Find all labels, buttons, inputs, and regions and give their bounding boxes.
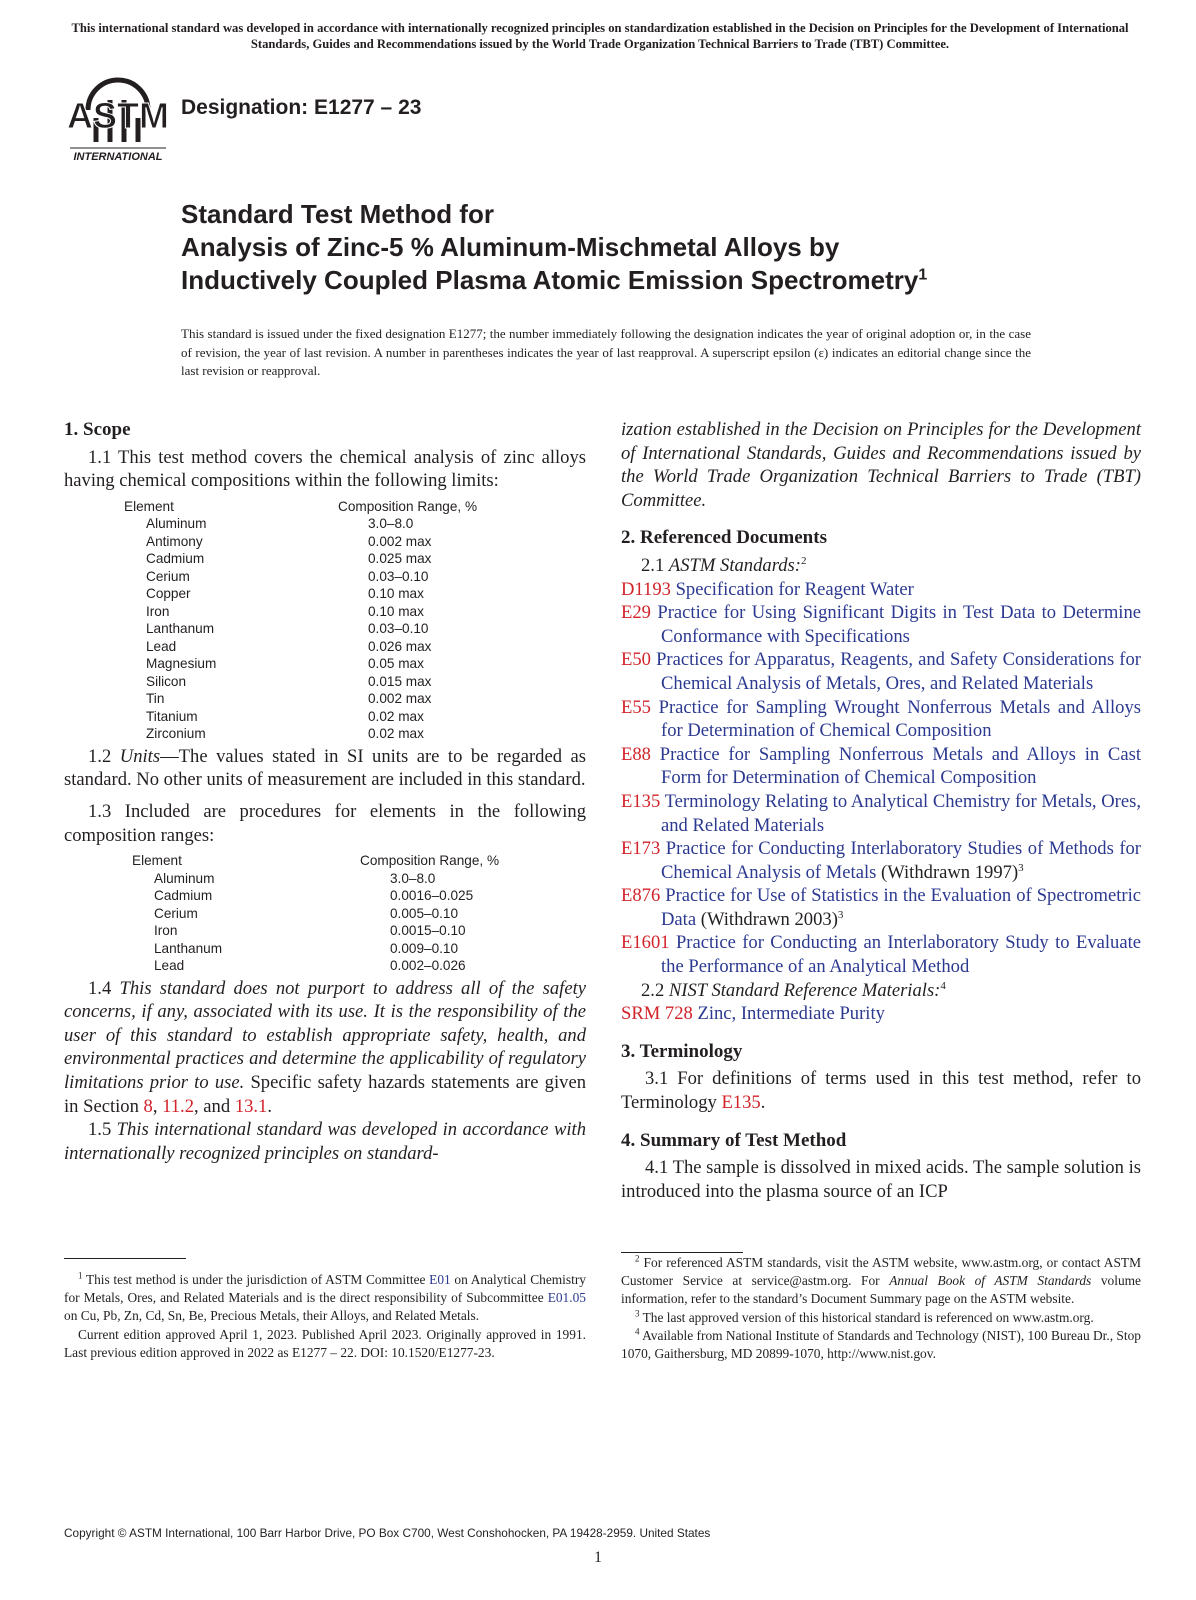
reference-code[interactable]: E173 [621,838,661,860]
range-cell: 0.10 max [368,586,424,602]
left-column [64,418,586,1165]
e135-link[interactable]: E135 [721,1092,761,1114]
range-cell: 0.026 max [368,638,432,654]
para-1-2: 1.2 Units—The values stated in SI units are to be regarded as standard. No other units of measurement are included in this standard. [64,745,587,791]
reference-title[interactable]: Practices for Apparatus, Reagents, and Safety Considerations for Chemical Analysis of Metals, Ores, and Related Materials [656,649,1141,694]
reference-item[interactable] [621,743,1141,790]
table-row [64,673,477,691]
reference-title[interactable]: Practice for Conducting Interlaboratory Studies of Methods for Chemical Analysis of Metals [661,838,1142,883]
table2-col-range: Composition Range, % [360,853,500,869]
subsection-2-1: 2.1 ASTM Standards:$^2$ [641,554,807,576]
table-row [64,940,499,958]
reference-code[interactable]: E1601 [621,932,670,954]
reference-code[interactable]: E50 [621,649,651,671]
reference-code[interactable]: E88 [621,743,651,765]
reference-title[interactable]: Specification for Reagent Water [675,578,914,600]
table-row [64,620,477,638]
element-cell: Cadmium [154,888,213,904]
left-footnote-rule [64,1258,186,1259]
range-cell: 0.005–0.10 [390,905,459,921]
table1-col-range: Composition Range, % [338,498,478,514]
table-row [64,603,477,621]
element-cell: Lanthanum [146,621,215,637]
reference-note: (Withdrawn 1997) [881,861,1019,883]
reference-code[interactable]: E55 [621,696,651,718]
para-3-1: 3.1 For definitions of terms used in this test method, refer to Terminology E135. [621,1068,1141,1114]
reference-code[interactable]: E876 [621,885,661,907]
title-line-3: Inductively Coupled Plasma Atomic Emission Spectrometry [181,265,919,295]
table-row [64,725,477,743]
procedure-ranges-table [64,852,499,975]
range-cell: 0.10 max [368,603,424,619]
para-4-1: 4.1 The sample is dissolved in mixed acids. The sample solution is introduced into the plasma source of an ICP [621,1157,1141,1202]
range-cell: 0.015 max [368,673,432,689]
section-2-heading: 2. Referenced Documents [621,527,827,549]
range-cell: 3.0–8.0 [368,516,414,532]
element-cell: Zirconium [146,726,206,742]
designation: Designation: E1277 – 23 [181,96,422,119]
table2-col-element: Element [132,853,182,869]
reference-title[interactable]: Practice for Use of Statistics in the Evaluation of Spectrometric Data [661,885,1141,930]
reference-title[interactable]: Practice for Sampling Wrought Nonferrous Metals and Alloys for Determination of Chemical Composition [658,696,1141,742]
reference-list [621,578,1141,979]
reference-code[interactable]: E135 [621,790,661,812]
section-8-link[interactable]: 8 [143,1095,153,1117]
footnote-3: $^3$ The last approved version of this historical standard is referenced on www.astm.org. [635,1308,1094,1325]
element-cell: Silicon [146,673,187,689]
section-3-heading: 3. Terminology [621,1040,743,1062]
svg-text:ASTM: ASTM [67,95,169,136]
table-row [64,887,499,905]
footnote-2: $^2$ For referenced ASTM standards, visit the ASTM website, www.astm.org, or contact ASTM Customer Service at service@astm.org. For Annual Book of ASTM Standards volume information, refer to the standard’s Document Summary page on the ASTM website. [621,1253,1141,1307]
table-row [64,533,477,551]
element-cell: Tin [146,691,165,707]
table-row [64,568,477,586]
range-cell: 0.009–0.10 [390,940,459,956]
reference-note: (Withdrawn 2003) [700,908,838,930]
element-cell: Iron [154,923,178,939]
para-1-3: 1.3 Included are procedures for elements in the following composition ranges: [64,800,586,846]
reference-item[interactable] [621,884,1141,931]
table1-col-element: Element [124,498,174,514]
section-4-heading: 4. Summary of Test Method [621,1129,847,1151]
element-cell: Lead [154,958,185,974]
footnote-mark: 3 [1018,861,1024,874]
section-13-1-link[interactable]: 13.1 [234,1095,268,1117]
section-1-heading: 1. Scope [64,419,131,440]
range-cell: 0.03–0.10 [368,568,429,584]
reference-item[interactable] [621,931,1141,978]
range-cell: 0.0015–0.10 [390,923,466,939]
range-cell: 3.0–8.0 [390,870,436,886]
range-cell: 0.002 max [368,533,432,549]
reference-title[interactable]: Practice for Sampling Nonferrous Metals and Alloys in Cast Form for Determination of Chemical Composition [659,743,1141,789]
top-notice: This international standard was developed in accordance with internationally recognized principles on standardization established in the Decision on Principles for the Development of International Standards, Guides and Recommendations issued by the World Trade Organization Technical Barriers to Trade (TBT) Committee. [71,21,1129,51]
issue-note: This standard is issued under the fixed designation E1277; the number immediately following the designation indicates the year of original adoption or, in the case of revision, the year of last revision. A number in parentheses indicates the year of last reapproval. A superscript epsilon (ε) indicates an editorial change since the last revision or reapproval. [181,326,1031,378]
table-row [64,708,477,726]
table-row [64,638,477,656]
footnote-4: $^4$ Available from National Institute of Standards and Technology (NIST), 100 Bureau Dr., Stop 1070, Gaithersburg, MD 20899-1070, http://www.nist.gov. [621,1326,1141,1362]
srm-reference[interactable]: SRM 728 Zinc, Intermediate Purity [621,1003,885,1025]
table-row [64,690,477,708]
reference-code[interactable]: E29 [621,602,651,624]
title-line-1: Standard Test Method for [181,199,494,229]
table-row [64,957,499,975]
reference-title[interactable]: Practice for Using Significant Digits in Test Data to Determine Conformance with Specifications [657,602,1141,647]
title-line-2: Analysis of Zinc-5 % Aluminum-Mischmetal Alloys by [181,232,840,262]
range-cell: 0.002 max [368,691,432,707]
logo-text: INTERNATIONAL [73,151,163,163]
section-11-2-link[interactable]: 11.2 [162,1095,194,1117]
e01-link[interactable]: E01 [429,1272,451,1287]
reference-item[interactable] [621,648,1141,695]
reference-title[interactable]: Practice for Conducting an Interlaboratory Study to Evaluate the Performance of an Analytical Method [661,932,1141,978]
element-cell: Lead [146,638,177,654]
element-cell: Cerium [154,905,198,921]
footnote-mark: 3 [837,908,844,921]
document-title [181,198,1141,297]
range-cell: 0.002–0.026 [390,958,466,974]
footnote-1-current-edition: Current edition approved April 1, 2023. Published April 2023. Originally approved in 1991. Last previous edition approved in 2022 as E1277 – 22. DOI: 10.1520/E1277-23. [64,1326,586,1360]
range-cell: 0.0016–0.025 [390,888,474,904]
reference-item[interactable] [621,696,1141,743]
table-row [64,655,477,673]
table-row [64,585,477,603]
reference-title[interactable]: Terminology Relating to Analytical Chemistry for Metals, Ores, and Related Materials [661,790,1141,836]
reference-item[interactable] [621,578,1141,602]
table-row [64,550,477,568]
reference-code[interactable]: D1193 [621,578,671,600]
e01-05-link[interactable]: E01.05 [547,1290,586,1306]
page-number: 1 [594,1549,602,1566]
table-row [64,870,499,888]
reference-item[interactable] [621,837,1141,884]
left-footnotes [64,1271,586,1362]
element-cell: Lanthanum [154,940,223,956]
element-cell: Iron [146,603,170,619]
table-row [64,922,499,940]
reference-item[interactable] [621,790,1141,837]
footnote-1: $^1$ This test method is under the jurisdiction of ASTM Committee E01 on Analytical Chemistry for Metals, Ores, and Related Materials and is the direct responsibility of Subcommittee E01.05 on Cu, Pb, Zn, Cd, Sn, Be, Precious Metals, their Alloys, and Related Metals. [64,1270,586,1324]
table-row [64,515,477,533]
element-cell: Antimony [146,533,203,549]
element-cell: Cadmium [146,551,205,567]
para-1-4: 1.4 This standard does not purport to address all of the safety concerns, if any, associated with its use. It is the responsibility of the user of this standard to establish appropriate safety, health, and environmental practices and determine the applicability of regulatory limitations prior to use. Specific safety hazards statements are given in Section 8, 11.2, and 13.1. [64,977,586,1117]
range-cell: 0.05 max [368,656,424,672]
element-cell: Aluminum [146,516,207,532]
right-footnotes [621,1254,1141,1363]
element-cell: Titanium [146,708,198,724]
para-1-5: 1.5 This international standard was developed in accordance with internationally recognized principles on standard- [64,1119,586,1164]
reference-item[interactable] [621,601,1141,648]
range-cell: 0.025 max [368,551,432,567]
table-row [64,905,499,923]
element-cell: Copper [146,586,191,602]
element-cell: Aluminum [154,870,215,886]
para-1-1: 1.1 This test method covers the chemical analysis of zinc alloys having chemical compositions within the following limits: [64,446,586,492]
astm-logo [66,70,170,166]
range-cell: 0.02 max [368,708,424,724]
element-cell: Cerium [146,568,190,584]
subsection-2-2: 2.2 NIST Standard Reference Materials:$^4$ [641,979,946,1001]
para-1-5-continued: ization established in the Decision on Principles for the Development of International Standards, Guides and Recommendations issued by the World Trade Organization Technical Barriers to Trade (TBT) Committee. [621,419,1141,511]
composition-limits-table [64,498,477,743]
right-column [621,418,1141,1203]
copyright-notice: Copyright © ASTM International, 100 Barr Harbor Drive, PO Box C700, West Conshohocken, PA 19428-2959. United States [64,1526,711,1540]
title-footnote-mark: 1 [918,266,928,284]
element-cell: Magnesium [146,656,217,672]
range-cell: 0.02 max [368,726,424,742]
range-cell: 0.03–0.10 [368,621,429,637]
